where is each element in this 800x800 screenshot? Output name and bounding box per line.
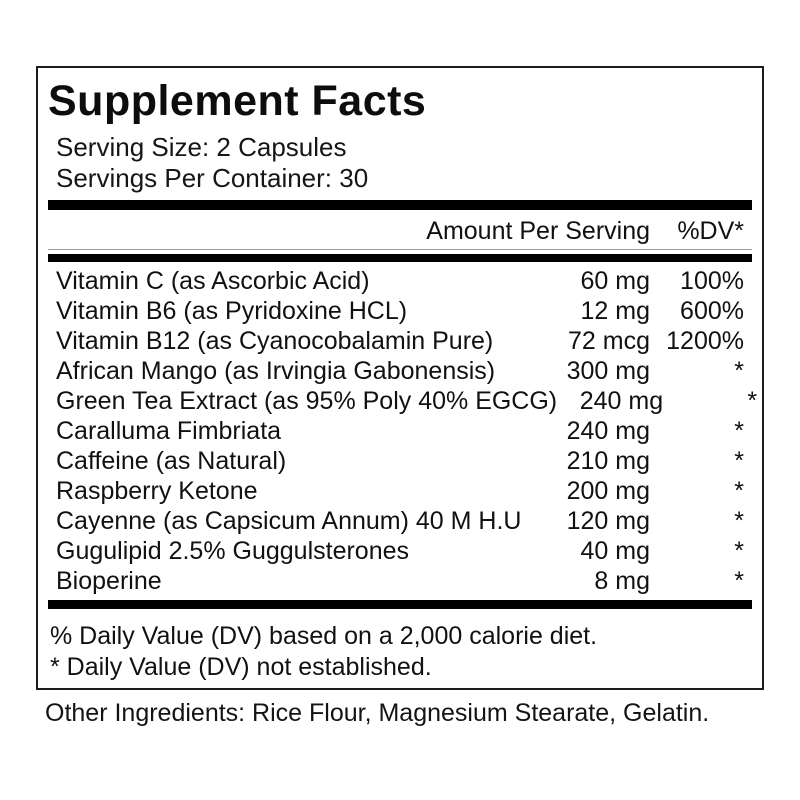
ingredient-row — [48, 326, 752, 356]
ingredient-row — [48, 386, 758, 416]
ingredient-amount: 8 mg — [594, 567, 650, 595]
ingredient-row — [48, 416, 752, 446]
ingredient-row — [48, 356, 752, 386]
amount-per-serving-header: Amount Per Serving — [426, 217, 650, 245]
ingredient-name: Vitamin C (as Ascorbic Acid) — [56, 267, 370, 295]
ingredient-name: Raspberry Ketone — [56, 477, 258, 505]
not-established-footnote: * Daily Value (DV) not established. — [50, 653, 432, 681]
ingredient-amount: 300 mg — [566, 357, 650, 385]
ingredient-amount: 72 mcg — [568, 327, 650, 355]
ingredient-name: Caffeine (as Natural) — [56, 447, 287, 475]
ingredient-dv: 1200% — [666, 327, 744, 355]
footnotes — [48, 621, 752, 683]
ingredient-row — [48, 446, 752, 476]
ingredient-name: Vitamin B6 (as Pyridoxine HCL) — [56, 297, 408, 325]
ingredient-dv: * — [734, 567, 744, 595]
ingredient-name: Bioperine — [56, 567, 162, 595]
panel-title: Supplement Facts — [48, 77, 427, 125]
other-ingredients-text: Other Ingredients: Rice Flour, Magnesium Stearate, Gelatin. — [45, 699, 710, 727]
ingredient-dv: * — [734, 417, 744, 445]
ingredient-amount: 200 mg — [566, 477, 650, 505]
divider-bar-bottom — [48, 600, 752, 609]
ingredient-name: Gugulipid 2.5% Guggulsterones — [56, 537, 410, 565]
ingredient-row — [48, 566, 752, 596]
ingredient-row — [48, 266, 752, 296]
ingredient-name: Vitamin B12 (as Cyanocobalamin Pure) — [56, 327, 494, 355]
ingredient-amount: 40 mg — [580, 537, 650, 565]
ingredient-dv: * — [734, 357, 744, 385]
ingredient-name: Caralluma Fimbriata — [56, 417, 282, 445]
ingredient-dv: * — [734, 537, 744, 565]
ingredient-amount: 240 mg — [566, 417, 650, 445]
ingredient-amount: 240 mg — [579, 387, 664, 415]
ingredient-dv: 600% — [680, 297, 744, 325]
ingredient-dv: 100% — [680, 267, 744, 295]
serving-info — [48, 132, 752, 194]
ingredient-name: Cayenne (as Capsicum Annum) 40 M H.U — [56, 507, 522, 535]
ingredient-dv: * — [747, 387, 758, 415]
column-header-row — [48, 210, 752, 249]
divider-bar-under-header — [48, 254, 752, 262]
servings-per-container-text: Servings Per Container: 30 — [56, 163, 369, 193]
divider-bar-top — [48, 200, 752, 210]
serving-size-text: Serving Size: 2 Capsules — [56, 132, 347, 162]
ingredient-row — [48, 536, 752, 566]
ingredient-row — [48, 476, 752, 506]
thin-divider-line — [48, 249, 752, 250]
ingredient-amount: 12 mg — [580, 297, 650, 325]
daily-value-footnote: % Daily Value (DV) based on a 2,000 calorie diet. — [50, 622, 598, 650]
ingredient-name: Green Tea Extract (as 95% Poly 40% EGCG) — [56, 387, 558, 415]
ingredient-dv: * — [734, 477, 744, 505]
ingredient-name: African Mango (as Irvingia Gabonensis) — [56, 357, 496, 385]
ingredient-row — [48, 506, 752, 536]
ingredient-amount: 60 mg — [580, 267, 650, 295]
ingredient-row — [48, 296, 752, 326]
supplement-facts-panel — [36, 66, 764, 690]
ingredient-amount: 120 mg — [566, 507, 650, 535]
percent-dv-header: %DV* — [677, 217, 744, 245]
ingredient-amount: 210 mg — [566, 447, 650, 475]
ingredient-dv: * — [734, 447, 744, 475]
ingredient-dv: * — [734, 507, 744, 535]
ingredient-rows — [48, 262, 758, 596]
